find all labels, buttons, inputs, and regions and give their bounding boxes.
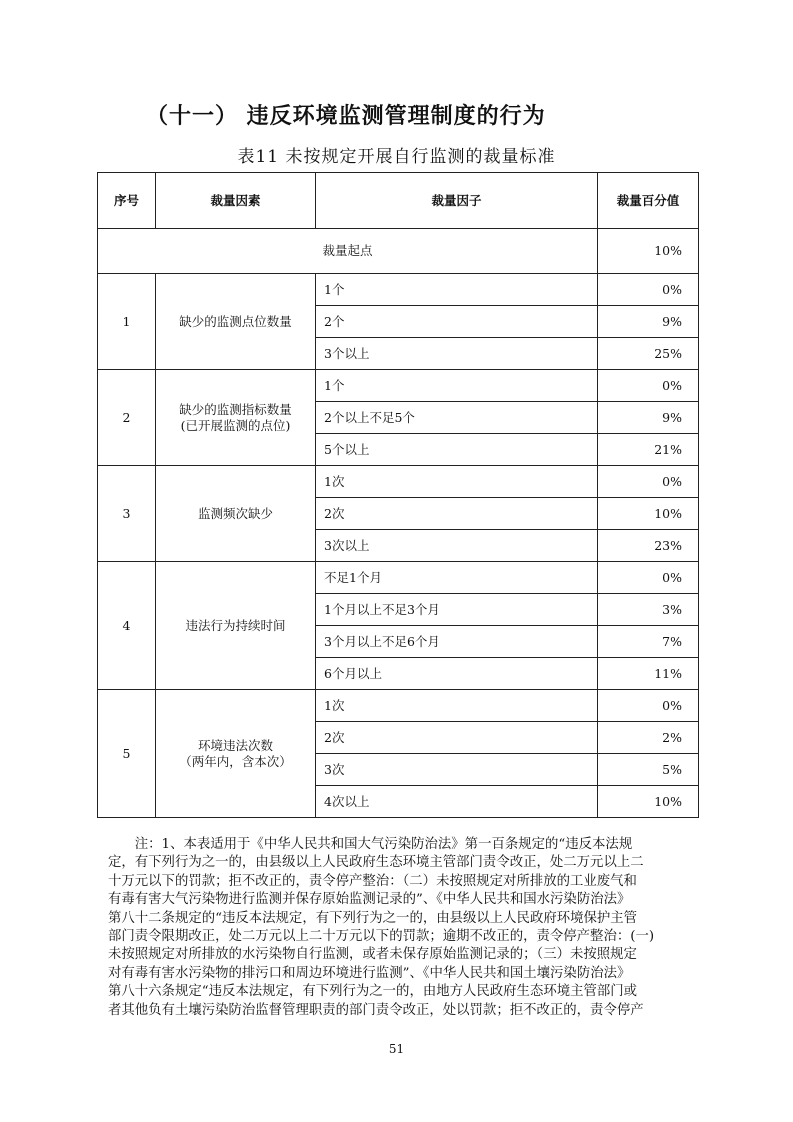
discretion-factor xyxy=(156,690,316,818)
header-no: 序号 xyxy=(98,173,156,229)
note-line: 部门责令限期改正，处二万元以上二十万元以下的罚款；逾期不改正的，责令停产整治：(一) xyxy=(108,929,655,945)
sub-factor: 5个以上 xyxy=(316,434,598,466)
row-number: 2 xyxy=(98,370,156,466)
header-percent: 裁量百分值 xyxy=(598,173,699,229)
sub-factor: 6个月以上 xyxy=(316,658,598,690)
table-caption: 表11 未按规定开展自行监测的裁量标准 xyxy=(237,147,556,167)
header-factor: 裁量因素 xyxy=(156,173,316,229)
sub-factor: 3个以上 xyxy=(316,338,598,370)
sub-factor: 1个 xyxy=(316,370,598,402)
sub-factor: 不足1个月 xyxy=(316,562,598,594)
note-line: 第八十二条规定的“违反本法规定，有下列行为之一的，由县级以上人民政府环境保护主管 xyxy=(108,910,638,926)
sub-factor: 1次 xyxy=(316,690,598,722)
note-line: 第八十六条规定“违反本法规定，有下列行为之一的，由地方人民政府生态环境主管部门或 xyxy=(108,984,638,1000)
factor-line: (已开展监测的点位) xyxy=(180,417,291,433)
percent-value: 7% xyxy=(598,626,699,658)
percent-value: 11% xyxy=(598,658,699,690)
percent-value: 0% xyxy=(598,370,699,402)
discretion-table xyxy=(97,172,699,818)
sub-factor: 2个以上不足5个 xyxy=(316,402,598,434)
start-value: 10% xyxy=(598,229,699,274)
table-row xyxy=(98,370,699,402)
percent-value: 10% xyxy=(598,498,699,530)
factor-line: 监测频次缺少 xyxy=(197,505,273,521)
sub-factor: 2个 xyxy=(316,306,598,338)
sub-factor: 4次以上 xyxy=(316,786,598,818)
start-row xyxy=(98,229,699,274)
discretion-factor xyxy=(156,562,316,690)
note-line: 有毒有害大气污染物进行监测并保存原始监测记录的”、《中华人民共和国水污染防治法》 xyxy=(108,892,631,908)
note-line: 对有毒有害水污染物的排污口和周边环境进行监测”、《中华人民共和国土壤污染防治法》 xyxy=(108,965,631,981)
factor-line: 违法行为持续时间 xyxy=(185,617,286,633)
percent-value: 23% xyxy=(598,530,699,562)
sub-factor: 2次 xyxy=(316,722,598,754)
factor-line: 缺少的监测指标数量 xyxy=(179,401,292,417)
table-row xyxy=(98,466,699,498)
factor-line: 缺少的监测点位数量 xyxy=(179,313,292,329)
note-line: 定，有下列行为之一的，由县级以上人民政府生态环境主管部门责令改正，处二万元以上二 xyxy=(108,855,644,871)
sub-factor: 1个 xyxy=(316,274,598,306)
row-number: 1 xyxy=(98,274,156,370)
percent-value: 3% xyxy=(598,594,699,626)
sub-factor: 1个月以上不足3个月 xyxy=(316,594,598,626)
percent-value: 0% xyxy=(598,466,699,498)
percent-value: 0% xyxy=(598,690,699,722)
table-row xyxy=(98,690,699,722)
sub-factor: 3次以上 xyxy=(316,530,598,562)
percent-value: 9% xyxy=(598,402,699,434)
start-label: 裁量起点 xyxy=(98,229,598,274)
table-header-row xyxy=(98,173,699,229)
percent-value: 2% xyxy=(598,722,699,754)
row-number: 5 xyxy=(98,690,156,818)
sub-factor: 3次 xyxy=(316,754,598,786)
note-line: 者其他负有土壤污染防治监督管理职责的部门责令改正，处以罚款；拒不改正的，责令停产 xyxy=(108,1002,644,1018)
row-number: 3 xyxy=(98,466,156,562)
percent-value: 21% xyxy=(598,434,699,466)
note-line: 未按照规定对所排放的水污染物自行监测，或者未保存原始监测记录的；（三）未按照规定 xyxy=(108,947,637,963)
percent-value: 9% xyxy=(598,306,699,338)
sub-factor: 1次 xyxy=(316,466,598,498)
header-subfactor: 裁量因子 xyxy=(316,173,598,229)
table-row xyxy=(98,562,699,594)
table-note xyxy=(108,836,688,1020)
percent-value: 0% xyxy=(598,562,699,594)
sub-factor: 3个月以上不足6个月 xyxy=(316,626,598,658)
percent-value: 10% xyxy=(598,786,699,818)
note-line: 十万元以下的罚款；拒不改正的，责令停产整治：（二）未按照规定对所排放的工业废气和 xyxy=(108,873,637,889)
discretion-factor xyxy=(156,274,316,370)
percent-value: 25% xyxy=(598,338,699,370)
table-row xyxy=(98,274,699,306)
factor-line: 环境违法次数 xyxy=(197,737,273,753)
factor-line: （两年内，含本次） xyxy=(179,753,292,769)
sub-factor: 2次 xyxy=(316,498,598,530)
discretion-factor xyxy=(156,370,316,466)
section-title: （十一） 违反环境监测管理制度的行为 xyxy=(146,104,546,129)
row-number: 4 xyxy=(98,562,156,690)
note-line: 注：1、本表适用于《中华人民共和国大气污染防治法》第一百条规定的“违反本法规 xyxy=(108,837,633,852)
percent-value: 5% xyxy=(598,754,699,786)
discretion-factor xyxy=(156,466,316,562)
percent-value: 0% xyxy=(598,274,699,306)
page-number: 51 xyxy=(388,1042,405,1056)
